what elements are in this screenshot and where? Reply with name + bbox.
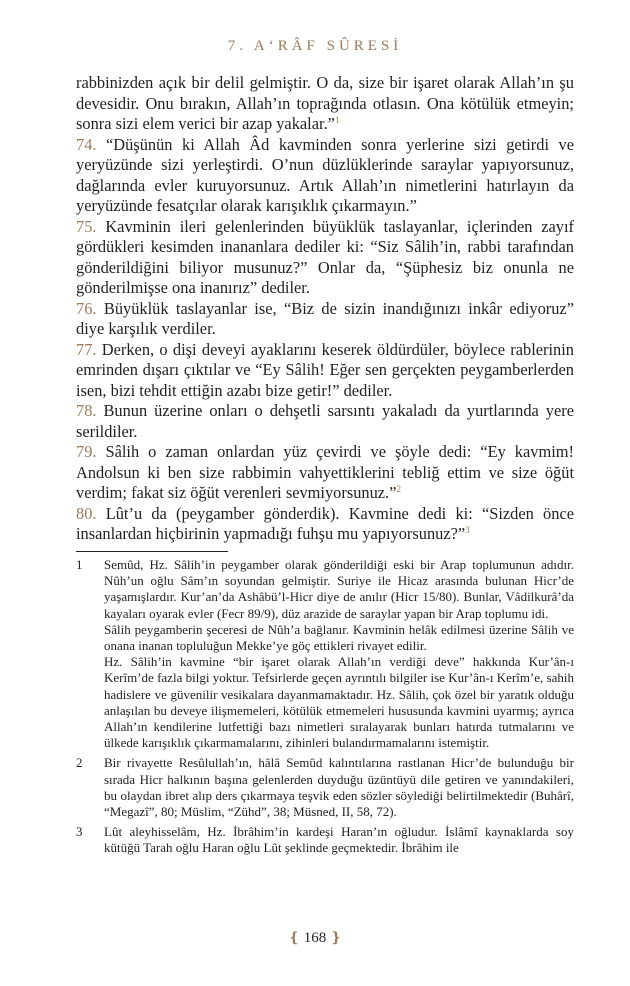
verse-paragraph (76, 217, 574, 299)
verse-text: Sâlih o zaman onlardan yüz çevirdi ve şöyle dedi: “Ey kavmim! Andolsun ki ben size rabbimin vahyettiklerini tebliğ ettim ve size öğüt verdim; fakat siz öğüt verenleri sevmiyorsunuz.” (76, 442, 574, 502)
verse-text: rabbinizden açık bir delil gelmiştir. O da, size bir işaret olarak Allah’ın şu devesidir. Onu bırakın, Allah’ın toprağında otlasın. Ona kötülük etmeyin; sonra sizi elem verici bir azap yakalar.” (76, 73, 574, 133)
page-folio (0, 930, 630, 947)
footnote-ref[interactable]: 2 (396, 484, 401, 494)
footnote-number: 3 (76, 824, 83, 840)
verse-number: 74. (76, 134, 97, 154)
main-text (76, 73, 574, 545)
verse-text: Büyüklük taslayanlar ise, “Biz de sizin inandığınızı inkâr ediyoruz” diye karşılık verdiler. (76, 298, 574, 338)
footnote-text: Hz. Sâlih’in kavmine “bir işaret olarak Allah’ın verdiği deve” hakkında Kur’ân-ı Kerîm’de fazla bilgi yoktur. Tefsirlerde geçen ayrıntılı bilgiler ise Kur’ân-ı Kerîm’e, sahih hadislere ve güvenilir vesikalara dayanmamaktadır. Hz. Sâlih, çok özel bir yaratık olduğu anlaşılan bu deveye ilişmemeleri, kötülük etmemeleri hususunda kavmini uyarmış; ayrıca Allah’ın kendilerine lutfettiği bazı nimetleri sıralayarak bunları hatırda tutmalarını ve ülkede karışıklık çıkarmamalarını, zihinleri bulandırmamalarını istemiştir. (104, 654, 574, 751)
footnote-number: 2 (76, 755, 83, 771)
verse-text: Bunun üzerine onları o dehşetli sarsıntı yakaladı da yurtlarında yere serildiler. (76, 401, 574, 441)
footnote-number: 1 (76, 557, 83, 572)
page-number: 168 (303, 930, 327, 946)
footnote (76, 557, 574, 751)
footnote-separator (76, 551, 228, 552)
verse-text: Derken, o dişi deveyi ayaklarını keserek öldürdüler, böylece rablerinin emrinden dışarı çıktılar ve “Ey Sâlih! Eğer sen gerçekten peygamberlerden isen, bizi tehdit ettiğin azabı bize getir!” dediler. (76, 339, 574, 400)
footnote-ref[interactable]: 3 (465, 525, 470, 535)
verse-number: 79. (76, 442, 97, 461)
verse-number: 76. (76, 298, 97, 318)
verse-paragraph (76, 504, 574, 545)
footnote-text: Lût aleyhisselâm, Hz. İbrâhim’in kardeşi Haran’ın oğludur. İslâmî kaynaklarda soy kütüğü Tarah oğlu Haran oğlu Lût şeklinde geçmektedir. İbrâhim ile (104, 824, 574, 856)
footnote (76, 824, 574, 856)
verse-paragraph (76, 73, 574, 135)
footnotes (76, 557, 574, 861)
left-ornament-icon: ❴ (288, 931, 300, 946)
verse-paragraph (76, 442, 574, 504)
right-ornament-icon: ❵ (330, 931, 342, 946)
verse-paragraph (76, 340, 574, 402)
verse-paragraph (76, 299, 574, 340)
footnote-text: Sâlih peygamberin şeceresi de Nûh’a bağlanır. Kavminin helâk edilmesi üzerine Sâlih ve onana inanan topluluğun Mekke’ye göç ettikleri rivayet edilir. (104, 621, 574, 654)
verse-number: 78. (76, 401, 97, 420)
verse-number: 80. (76, 503, 97, 523)
verse-text: Kavminin ileri gelenlerinden büyüklük taslayanlar, içlerinden zayıf gördükleri kesimden inananlara dediler ki: “Siz Sâlih’in, rabbi tarafından gönderildiğini biliyor musunuz?” Onlar da, “Şüphesiz biz onunla ne gönderilmişse ona inanırız” dediler. (76, 216, 574, 297)
verse-text: Lût’u da (peygamber gönderdik). Kavmine dedi ki: “Sizden önce insanlardan hiçbirinin yapmadığı fuhşu mu yapıyorsunuz?” (76, 503, 574, 543)
footnote-text: Semûd, Hz. Sâlih’in peygamber olarak gönderildiği eski bir Arap toplumunun adıdır. Nûh’un oğlu Sâm’ın soyundan gelmiştir. Suriye ile Hicaz arasında bulunan Hicr’de yaşamışlardır. Kur’an’da Ashâbü’l-Hicr diye de anılır (Hicr 15/80). Bunlar, Vâdilkurâ’da kayaları oyarak evler (Fecr 89/9), düz arazide de saraylar yapan bir Arap toplumu idi. (104, 557, 574, 621)
verse-number: 77. (76, 339, 97, 359)
verse-text: “Düşünün ki Allah Âd kavminden sonra yerlerine sizi getirdi ve yeryüzünde sizi yerleştirdi. O’nun düzlüklerinde saraylar yapıyorsunuz, dağlarında evler kuruyorsunuz. Artık Allah’ın nimetlerini hatırlayın da yeryüzünde fesatçılar olarak karışıklık çıkarmayın.” (76, 134, 574, 215)
running-header: 7. A‘RÂF SÛRESİ (227, 38, 403, 54)
verse-paragraph (76, 135, 574, 217)
verse-number: 75. (76, 216, 97, 236)
verse-paragraph (76, 401, 574, 442)
footnote-ref[interactable]: 1 (334, 115, 340, 125)
footnote-text: Bir rivayette Resûlullah’ın, hâlâ Semûd kalıntılarına rastlanan Hicr’de bulunduğu bir sırada Hicr halkının başına gelenlerden duyduğu üzüntüyü dile getiren ve yanındakileri, bu olaydan ibret alıp ders çıkarmaya teşvik eden sözler söylediği belirtilmektedir (Buhârî, “Megazî”, 80; Müslim, “Zühd”, 38; Müsned, II, 58, 72). (104, 755, 574, 820)
footnote (76, 755, 574, 820)
